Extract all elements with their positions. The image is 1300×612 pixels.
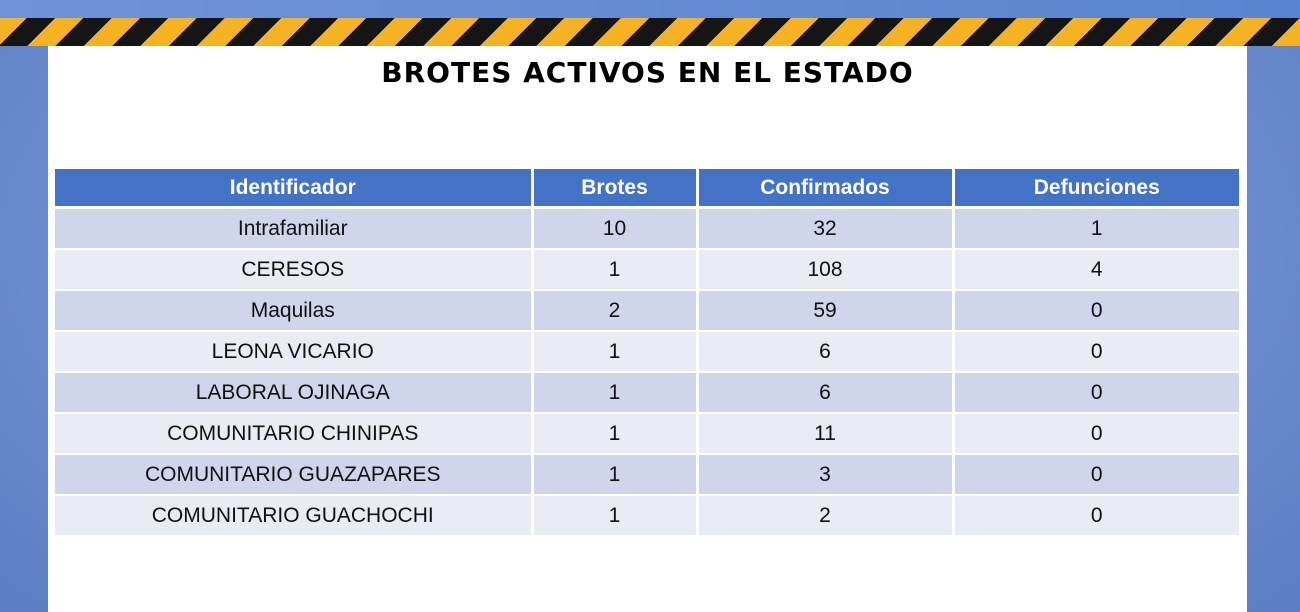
- header-brotes: Brotes: [532, 169, 697, 208]
- cell-confirmados: 59: [697, 290, 953, 331]
- cell-defunciones: 0: [953, 413, 1239, 454]
- cell-identificador: COMUNITARIO GUACHOCHI: [55, 495, 532, 536]
- cell-identificador: COMUNITARIO GUAZAPARES: [55, 454, 532, 495]
- cell-identificador: LEONA VICARIO: [55, 331, 532, 372]
- table-row: [55, 208, 1239, 250]
- cell-identificador: Maquilas: [55, 290, 532, 331]
- cell-defunciones: 0: [953, 495, 1239, 536]
- cell-brotes: 1: [532, 454, 697, 495]
- header-confirmados: Confirmados: [697, 169, 953, 208]
- hazard-stripe-banner: [0, 18, 1300, 46]
- slide-panel: [48, 46, 1247, 612]
- cell-brotes: 1: [532, 331, 697, 372]
- cell-brotes: 1: [532, 495, 697, 536]
- table-row: [55, 454, 1239, 495]
- cell-identificador: CERESOS: [55, 249, 532, 290]
- cell-confirmados: 3: [697, 454, 953, 495]
- cell-identificador: COMUNITARIO CHINIPAS: [55, 413, 532, 454]
- table-row: [55, 413, 1239, 454]
- cell-defunciones: 0: [953, 454, 1239, 495]
- cell-confirmados: 32: [697, 208, 953, 250]
- table-row: [55, 495, 1239, 536]
- cell-defunciones: 0: [953, 290, 1239, 331]
- table-row: [55, 290, 1239, 331]
- cell-identificador: Intrafamiliar: [55, 208, 532, 250]
- cell-brotes: 1: [532, 413, 697, 454]
- table-row: [55, 331, 1239, 372]
- cell-brotes: 10: [532, 208, 697, 250]
- header-defunciones: Defunciones: [953, 169, 1239, 208]
- outbreaks-table: [55, 169, 1239, 537]
- table-header-row: [55, 169, 1239, 208]
- cell-defunciones: 0: [953, 372, 1239, 413]
- cell-defunciones: 0: [953, 331, 1239, 372]
- cell-confirmados: 108: [697, 249, 953, 290]
- page-title: BROTES ACTIVOS EN EL ESTADO: [381, 56, 914, 89]
- cell-defunciones: 4: [953, 249, 1239, 290]
- table-row: [55, 372, 1239, 413]
- cell-brotes: 1: [532, 249, 697, 290]
- cell-defunciones: 1: [953, 208, 1239, 250]
- cell-confirmados: 6: [697, 372, 953, 413]
- cell-brotes: 2: [532, 290, 697, 331]
- header-identificador: Identificador: [55, 169, 532, 208]
- cell-confirmados: 11: [697, 413, 953, 454]
- cell-identificador: LABORAL OJINAGA: [55, 372, 532, 413]
- cell-brotes: 1: [532, 372, 697, 413]
- top-band: [0, 0, 1300, 18]
- cell-confirmados: 6: [697, 331, 953, 372]
- cell-confirmados: 2: [697, 495, 953, 536]
- table-row: [55, 249, 1239, 290]
